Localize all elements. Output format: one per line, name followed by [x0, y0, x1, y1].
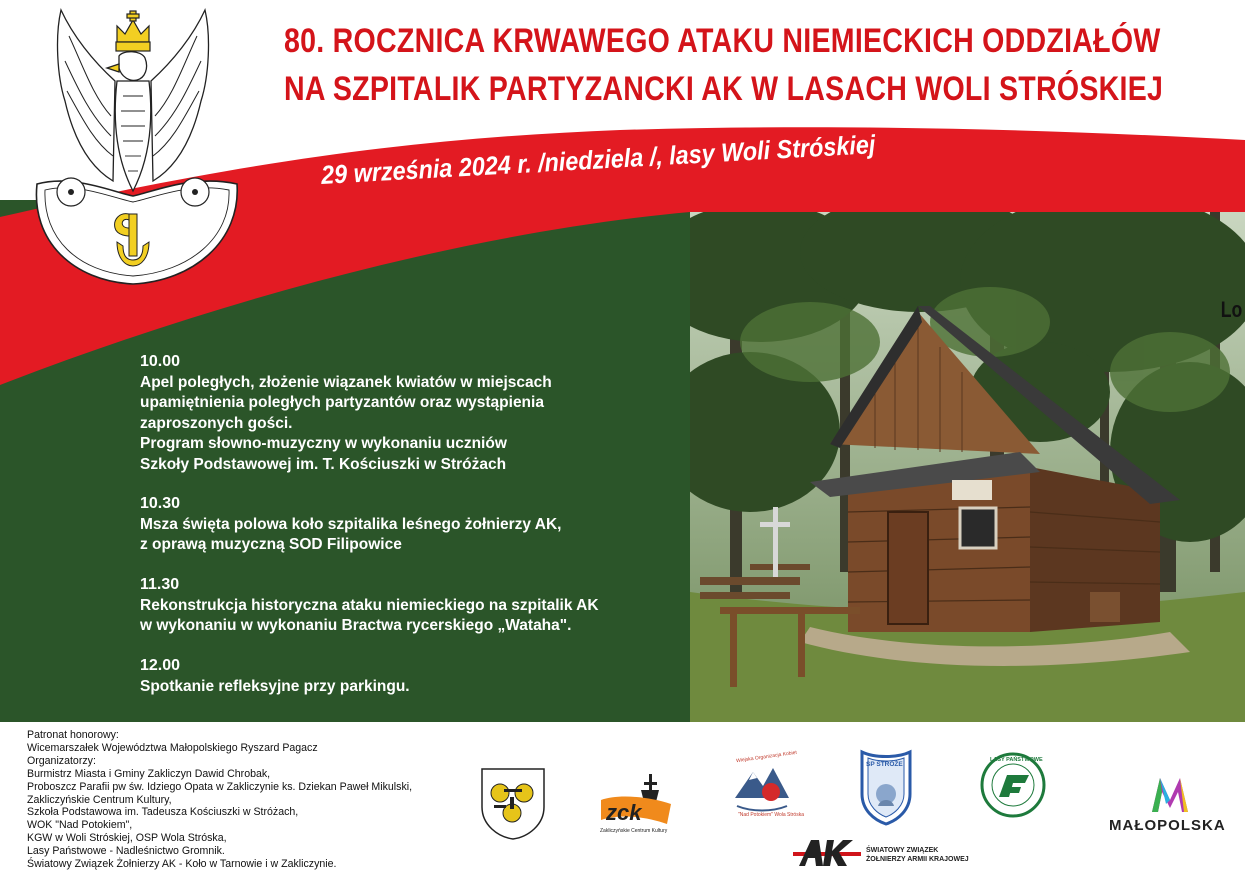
sp-stroze-shield-icon [858, 748, 914, 826]
schedule-text: Program słowno-muzyczny w wykonaniu uczniów [140, 435, 507, 452]
footer-line: Burmistrz Miasta i Gminy Zakliczyn Dawid Chrobak, [27, 767, 271, 780]
footer-organizers [27, 729, 412, 871]
ak-caption-line: ŻOŁNIERZY ARMII KRAJOWEJ [866, 855, 969, 863]
footer-line: Zakliczyńskie Centrum Kultury, [27, 793, 172, 806]
footer-line: KGW w Woli Stróskiej, OSP Wola Stróska, [27, 832, 227, 845]
schedule-text: Apel poległych, złożenie wiązanek kwiatów w miejscach [140, 373, 552, 391]
photo-corner-text: Lo [1220, 297, 1243, 322]
schedule-text: z oprawą muzyczną SOD Filipowice [140, 536, 402, 553]
schedule-item [140, 352, 552, 475]
zakliczyn-coat-of-arms-icon [480, 767, 546, 841]
footer-line: Organizatorzy: [27, 754, 96, 767]
ak-logo-icon [793, 838, 861, 868]
footer-line: Patronat honorowy: [27, 729, 119, 741]
footer-line: Szkoła Podstawowa im. Tadeusza Kościuszki w Stróżach, [27, 806, 299, 819]
malopolska-text: MAŁOPOLSKA [1109, 817, 1226, 834]
ak-caption [866, 847, 969, 864]
schedule-time: 10.00 [140, 353, 181, 370]
footer-line: Światowy Związek Żołnierzy AK - Koło w Tarnowie i w Zakliczynie. [27, 858, 337, 871]
footer-line: WOK "Nad Potokiem", [27, 819, 133, 832]
wok-caption: "Nad Potokiem" Wola Stróska [738, 812, 804, 818]
schedule-text: Rekonstrukcja historyczna ataku niemieckiego na szpitalik AK [140, 596, 599, 614]
schedule-item [140, 494, 561, 556]
lasy-ring-text: LASY PAŃSTWOWE [990, 757, 1043, 763]
page-title-line-1: 80. ROCZNICA KRWAWEGO ATAKU NIEMIECKICH ODDZIAŁÓW [284, 22, 1161, 60]
page-title-line-2: NA SZPITALIK PARTYZANCKI AK W LASACH WOLI STRÓSKIEJ [284, 70, 1164, 108]
schedule-text: Spotkanie refleksyjne przy parkingu. [140, 677, 410, 695]
forest-chapel-photo [690, 212, 1245, 722]
schedule-time: 10.30 [140, 495, 181, 512]
footer-line: Lasy Państwowe - Nadleśnictwo Gromnik. [27, 845, 225, 858]
schedule-text: upamiętnienia poległych partyzantów oraz wystąpienia [140, 394, 544, 411]
footer-line: Wicemarszałek Województwa Małopolskiego Ryszard Pagacz [27, 741, 318, 754]
schedule-text: Szkoły Podstawowej im. T. Kościuszki w Stróżach [140, 455, 507, 473]
wok-ring-text: Wiejska Organizacja Kobiet [735, 749, 798, 765]
schedule-item [140, 575, 599, 637]
sp-stroze-label: SP STRÓŻE [866, 761, 903, 768]
schedule-time: 11.30 [140, 576, 180, 593]
eagle-emblem-icon [33, 6, 241, 291]
schedule-text: zaproszonych gości. [140, 414, 293, 432]
ak-caption-line: ŚWIATOWY ZWIĄZEK [866, 847, 939, 854]
zck-text: zck [606, 800, 642, 825]
schedule-time: 12.00 [140, 657, 181, 674]
schedule-text: w wykonaniu w wykonaniu Bractwa rycerskiego „Wataha". [140, 617, 572, 634]
schedule-text: Msza święta polowa koło szpitalika leśnego żołnierzy AK, [140, 515, 562, 533]
schedule-item [140, 656, 410, 697]
malopolska-logo-icon [1150, 776, 1190, 814]
footer-line: Proboszcz Parafii pw św. Idziego Opata w Zakliczynie ks. Dziekan Paweł Mikulski, [27, 780, 413, 793]
event-date: 29 września 2024 r. /niedziela /, lasy Woli Stróskiej [320, 129, 877, 191]
zck-caption: Zakliczyńskie Centrum Kultury [600, 828, 668, 834]
